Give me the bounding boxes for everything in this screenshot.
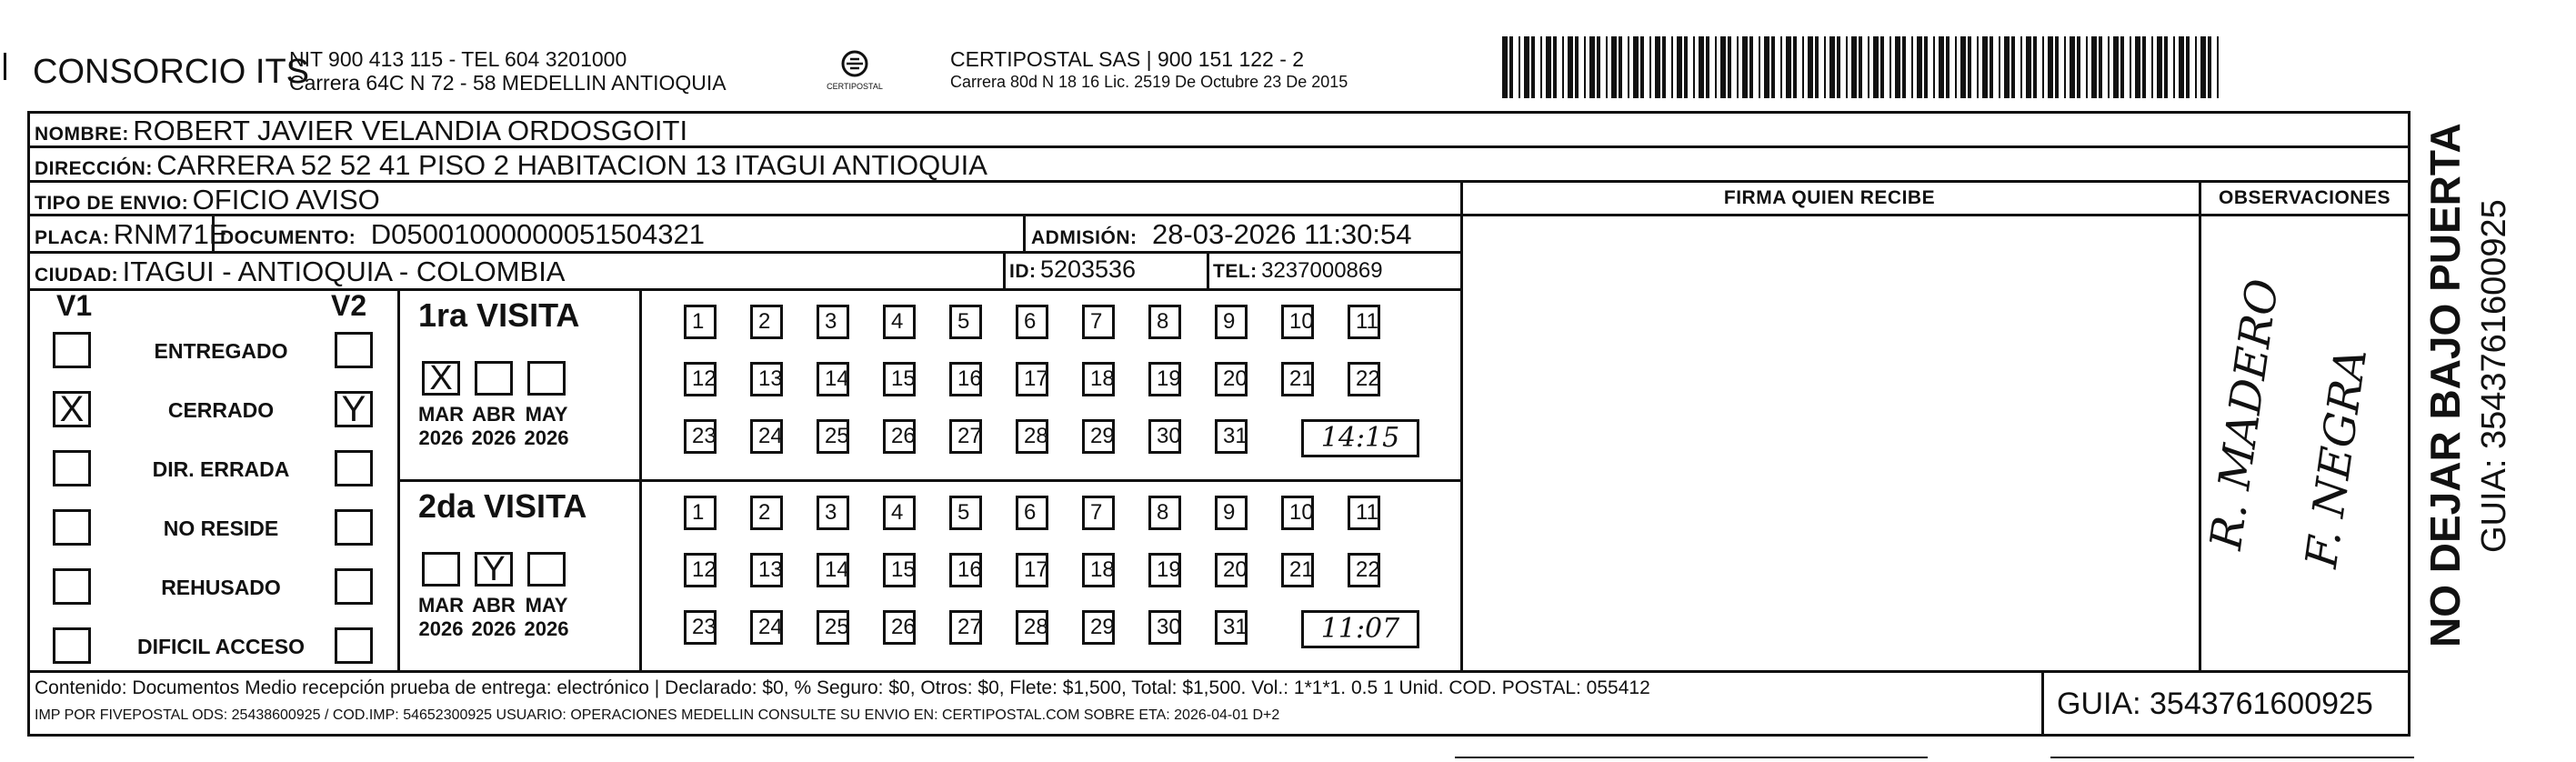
- v2-checkbox[interactable]: [335, 332, 373, 368]
- status-option-label: DIR. ERRADA: [152, 457, 290, 481]
- day-box[interactable]: 10: [1281, 305, 1314, 339]
- barcode-bar: [2200, 36, 2206, 98]
- barcode-bar: [2217, 36, 2219, 98]
- side-guia: GUIA: 3543761600925: [2475, 199, 2513, 553]
- tel-value: 3237000869: [1261, 258, 1383, 283]
- barcode-bar: [1968, 36, 1971, 98]
- barcode-bar: [1519, 36, 1520, 98]
- barcode-bar: [1851, 36, 1857, 98]
- barcode-bar: [1742, 36, 1748, 98]
- barcode: [1502, 36, 2225, 98]
- barcode-bar: [1808, 36, 1813, 98]
- barcode-bar: [1829, 36, 1835, 98]
- barcode-bar: [2026, 36, 2031, 98]
- day-box[interactable]: 17: [1016, 553, 1048, 587]
- barcode-bar: [2164, 36, 2168, 98]
- day-box[interactable]: 22: [1348, 362, 1380, 396]
- barcode-bar: [1619, 36, 1622, 98]
- barcode-bar: [1749, 36, 1753, 98]
- barcode-bar: [1509, 36, 1513, 98]
- day-box[interactable]: 9: [1215, 496, 1248, 530]
- day-box[interactable]: 30: [1148, 419, 1181, 454]
- barcode-bar: [2070, 36, 2075, 98]
- nombre-label: NOMBRE:: [35, 124, 129, 145]
- barcode-bar: [1684, 36, 1688, 98]
- footer-print-info: IMP POR FIVEPOSTAL ODS: 25438600925 / COD.IMP: 54652300925 USUARIO: OPERACIONES MEDELLIN CONSULTE SU ENVIO EN: CERTIPOSTAL.COM SOBRE ETA: 2026-04-01 D+2: [35, 707, 1280, 723]
- day-box[interactable]: 6: [1016, 496, 1048, 530]
- barcode-bar: [1933, 36, 1935, 98]
- day-box[interactable]: 24: [750, 610, 783, 645]
- year-label: 2026: [471, 426, 516, 449]
- day-box[interactable]: 4: [883, 496, 916, 530]
- barcode-bar: [1999, 36, 2000, 98]
- barcode-bar: [2195, 36, 2197, 98]
- month-label: MAY: [525, 403, 568, 426]
- barcode-bar: [1597, 36, 1600, 98]
- day-box[interactable]: 13: [750, 553, 783, 587]
- day-box[interactable]: 11: [1348, 305, 1380, 339]
- month-checkbox[interactable]: Y: [475, 552, 513, 587]
- visit-1-title: 1ra VISITA: [418, 296, 580, 334]
- v2-header: V2: [331, 289, 367, 322]
- barcode-bar: [1677, 36, 1682, 98]
- v2-checkbox[interactable]: [335, 509, 373, 546]
- barcode-bar: [1793, 36, 1797, 98]
- barcode-bar: [1606, 36, 1608, 98]
- barcode-bar: [1640, 36, 1644, 98]
- barcode-bar: [2033, 36, 2037, 98]
- barcode-bar: [2020, 36, 2022, 98]
- barcode-bar: [1990, 36, 1993, 98]
- barcode-bar: [2130, 36, 2131, 98]
- v1-header: V1: [56, 289, 93, 322]
- barcode-bar: [1946, 36, 1950, 98]
- month-label: ABR: [472, 594, 516, 617]
- v1-checkbox[interactable]: X: [53, 391, 91, 427]
- barcode-bar: [1737, 36, 1739, 98]
- barcode-bar: [2091, 36, 2097, 98]
- month-checkbox[interactable]: X: [422, 361, 460, 396]
- v1-checkbox[interactable]: [53, 627, 91, 664]
- day-box[interactable]: 1: [684, 305, 717, 339]
- status-option-label: REHUSADO: [161, 576, 281, 599]
- documento-value: D05001000000051504321: [370, 218, 705, 250]
- barcode-bar: [1502, 36, 1508, 98]
- month-checkbox[interactable]: [527, 361, 566, 396]
- company-address-line: Carrera 64C N 72 - 58 MEDELLIN ANTIOQUIA: [289, 71, 727, 95]
- barcode-bar: [2113, 36, 2119, 98]
- barcode-bar: [2011, 36, 2015, 98]
- v1-checkbox[interactable]: [53, 450, 91, 486]
- barcode-bar: [1715, 36, 1717, 98]
- month-label: MAR: [417, 403, 465, 426]
- status-option-label: DIFICIL ACCESO: [136, 635, 305, 658]
- v2-checkbox[interactable]: [335, 627, 373, 664]
- barcode-bar: [1786, 36, 1791, 98]
- day-box[interactable]: 22: [1348, 553, 1380, 587]
- year-label: 2026: [524, 426, 569, 449]
- barcode-bar: [2077, 36, 2080, 98]
- admision-label: ADMISIÓN:: [1031, 227, 1138, 248]
- barcode-bar: [1611, 36, 1617, 98]
- barcode-bar: [1911, 36, 1913, 98]
- barcode-bar: [1720, 36, 1726, 98]
- barcode-bar: [2108, 36, 2110, 98]
- barcode-bar: [1982, 36, 1988, 98]
- barcode-bar: [1895, 36, 1900, 98]
- company-nit-line: NIT 900 413 115 - TEL 604 3201000: [289, 47, 627, 71]
- status-option-label: ENTREGADO: [154, 339, 288, 363]
- barcode-bar: [1553, 36, 1557, 98]
- day-box[interactable]: 3: [817, 305, 849, 339]
- day-box[interactable]: 25: [817, 419, 849, 454]
- day-box[interactable]: 31: [1215, 419, 1248, 454]
- firma-header: FIRMA QUIEN RECIBE: [1723, 187, 1936, 208]
- barcode-bar: [1575, 36, 1579, 98]
- day-box[interactable]: 19: [1148, 553, 1181, 587]
- direccion-label: DIRECCIÓN:: [35, 158, 153, 179]
- footer-guia: GUIA: 3543761600925: [2057, 687, 2373, 721]
- day-box[interactable]: 10: [1281, 496, 1314, 530]
- v2-checkbox[interactable]: Y: [335, 391, 373, 427]
- barcode-bar: [2086, 36, 2088, 98]
- month-label: ABR: [472, 403, 516, 426]
- logo-caption: CERTIPOSTAL: [827, 82, 883, 91]
- barcode-bar: [2120, 36, 2124, 98]
- barcode-bar: [2099, 36, 2102, 98]
- barcode-bar: [2173, 36, 2175, 98]
- barcode-bar: [1706, 36, 1709, 98]
- visit-time-box[interactable]: 14:15: [1301, 419, 1419, 457]
- day-box[interactable]: 30: [1148, 610, 1181, 645]
- day-box[interactable]: 8: [1148, 305, 1181, 339]
- barcode-bar: [1837, 36, 1840, 98]
- barcode-bar: [1540, 36, 1542, 98]
- ciudad-value: ITAGUI - ANTIOQUIA - COLOMBIA: [122, 256, 566, 287]
- day-box[interactable]: 27: [949, 610, 982, 645]
- day-box[interactable]: 21: [1281, 362, 1314, 396]
- year-label: 2026: [418, 617, 464, 640]
- barcode-bar: [1771, 36, 1775, 98]
- day-box[interactable]: 4: [883, 305, 916, 339]
- day-box[interactable]: 26: [883, 610, 916, 645]
- month-checkbox[interactable]: [527, 552, 566, 587]
- day-box[interactable]: 26: [883, 419, 916, 454]
- documento-label: DOCUMENTO:: [220, 227, 356, 248]
- barcode-bar: [1628, 36, 1629, 98]
- barcode-bar: [1671, 36, 1673, 98]
- barcode-bar: [1531, 36, 1535, 98]
- footer-contents: Contenido: Documentos Medio recepción prueba de entrega: electrónico | Declarado: $0, % Seguro: $0, Otros: $0, Flete: $1,500, Total: $1,500. Vol.: 1*1*1. 0.5 1 Unid. COD. POSTAL: 055412: [35, 677, 1650, 698]
- observaciones-header: OBSERVACIONES: [2219, 187, 2391, 208]
- visit-time-box[interactable]: 11:07: [1301, 610, 1419, 648]
- barcode-bar: [1802, 36, 1804, 98]
- barcode-bar: [1859, 36, 1862, 98]
- courier-address-line: Carrera 80d N 18 16 Lic. 2519 De Octubre 23 De 2015: [950, 73, 1348, 91]
- v1-checkbox[interactable]: [53, 332, 91, 368]
- day-box[interactable]: 17: [1016, 362, 1048, 396]
- barcode-bar: [1589, 36, 1595, 98]
- barcode-bar: [1960, 36, 1966, 98]
- day-box[interactable]: 15: [883, 553, 916, 587]
- tel-label: TEL:: [1213, 261, 1258, 282]
- placa-label: PLACA:: [35, 227, 110, 248]
- direccion-value: CARRERA 52 52 41 PISO 2 HABITACION 13 ITAGUI ANTIOQUIA: [156, 149, 987, 181]
- day-box[interactable]: 1: [684, 496, 717, 530]
- day-box[interactable]: 29: [1082, 610, 1115, 645]
- barcode-bar: [1568, 36, 1573, 98]
- observation-note-1: R. MADERO: [2200, 276, 2290, 553]
- admision-value: 28-03-2026 11:30:54: [1151, 218, 1412, 250]
- day-box[interactable]: 3: [817, 496, 849, 530]
- barcode-bar: [1546, 36, 1551, 98]
- barcode-bar: [2186, 36, 2190, 98]
- ciudad-label: CIUDAD:: [35, 265, 119, 286]
- day-box[interactable]: 8: [1148, 496, 1181, 530]
- day-box[interactable]: 5: [949, 496, 982, 530]
- day-box[interactable]: 11: [1348, 496, 1380, 530]
- barcode-bar: [1728, 36, 1731, 98]
- day-box[interactable]: 18: [1082, 553, 1115, 587]
- barcode-bar: [2064, 36, 2066, 98]
- barcode-bar: [1524, 36, 1529, 98]
- barcode-bar: [1633, 36, 1639, 98]
- barcode-bar: [1699, 36, 1704, 98]
- placa-value: RNM71E: [113, 218, 228, 250]
- v2-checkbox[interactable]: [335, 568, 373, 605]
- barcode-bar: [1917, 36, 1922, 98]
- day-box[interactable]: 24: [750, 419, 783, 454]
- day-box[interactable]: 18: [1082, 362, 1115, 396]
- barcode-bar: [2055, 36, 2059, 98]
- month-label: MAR: [417, 594, 465, 617]
- month-checkbox[interactable]: [422, 552, 460, 587]
- day-box[interactable]: 7: [1082, 305, 1115, 339]
- year-label: 2026: [524, 617, 569, 640]
- day-box[interactable]: 15: [883, 362, 916, 396]
- barcode-bar: [1924, 36, 1928, 98]
- barcode-bar: [2157, 36, 2162, 98]
- barcode-bar: [1584, 36, 1586, 98]
- day-box[interactable]: 14: [817, 362, 849, 396]
- barcode-bar: [1649, 36, 1651, 98]
- barcode-bar: [2142, 36, 2146, 98]
- barcode-bar: [1824, 36, 1826, 98]
- barcode-bar: [1977, 36, 1979, 98]
- day-box[interactable]: 13: [750, 362, 783, 396]
- v1-checkbox[interactable]: [53, 509, 91, 546]
- id-label: ID:: [1009, 261, 1037, 282]
- day-box[interactable]: 5: [949, 305, 982, 339]
- day-box[interactable]: 28: [1016, 610, 1048, 645]
- month-label: MAY: [525, 594, 568, 617]
- barcode-bar: [1880, 36, 1884, 98]
- company-name: CONSORCIO ITS: [33, 53, 310, 91]
- day-box[interactable]: 6: [1016, 305, 1048, 339]
- barcode-bar: [1759, 36, 1760, 98]
- barcode-bar: [2135, 36, 2140, 98]
- day-box[interactable]: 19: [1148, 362, 1181, 396]
- barcode-bar: [2042, 36, 2044, 98]
- barcode-bar: [2048, 36, 2053, 98]
- tipo-envio-label: TIPO DE ENVIO:: [35, 193, 189, 214]
- barcode-bar: [1815, 36, 1819, 98]
- day-box[interactable]: 21: [1281, 553, 1314, 587]
- barcode-bar: [2151, 36, 2153, 98]
- day-box[interactable]: 2: [750, 496, 783, 530]
- day-box[interactable]: 23: [684, 610, 717, 645]
- day-box[interactable]: 25: [817, 610, 849, 645]
- barcode-bar: [1939, 36, 1944, 98]
- day-box[interactable]: 7: [1082, 496, 1115, 530]
- barcode-bar: [1562, 36, 1564, 98]
- barcode-bar: [2208, 36, 2211, 98]
- barcode-bar: [2004, 36, 2010, 98]
- barcode-bar: [1889, 36, 1891, 98]
- barcode-bar: [1902, 36, 1906, 98]
- day-box[interactable]: 23: [684, 419, 717, 454]
- barcode-bar: [2179, 36, 2184, 98]
- day-box[interactable]: 12: [684, 362, 717, 396]
- day-box[interactable]: 12: [684, 553, 717, 587]
- day-box[interactable]: 28: [1016, 419, 1048, 454]
- courier-name-line: CERTIPOSTAL SAS | 900 151 122 - 2: [950, 47, 1305, 71]
- barcode-bar: [1693, 36, 1695, 98]
- barcode-bar: [1955, 36, 1957, 98]
- nombre-value: ROBERT JAVIER VELANDIA ORDOSGOITI: [133, 115, 688, 146]
- day-box[interactable]: 31: [1215, 610, 1248, 645]
- day-box[interactable]: 16: [949, 553, 982, 587]
- day-box[interactable]: 9: [1215, 305, 1248, 339]
- side-warning: NO DEJAR BAJO PUERTA: [2421, 123, 2469, 647]
- barcode-bar: [1868, 36, 1869, 98]
- status-option-label: NO RESIDE: [163, 516, 279, 540]
- day-box[interactable]: 2: [750, 305, 783, 339]
- barcode-bar: [1873, 36, 1879, 98]
- observation-note-2: F. NEGRA: [2296, 345, 2378, 571]
- barcode-bar: [1764, 36, 1769, 98]
- year-label: 2026: [418, 426, 464, 449]
- visit-2-title: 2da VISITA: [418, 487, 587, 525]
- day-box[interactable]: 16: [949, 362, 982, 396]
- v1-checkbox[interactable]: [53, 568, 91, 605]
- tipo-envio-value: OFICIO AVISO: [192, 184, 380, 216]
- status-option-label: CERRADO: [167, 398, 275, 422]
- day-box[interactable]: 20: [1215, 362, 1248, 396]
- day-box[interactable]: 29: [1082, 419, 1115, 454]
- day-box[interactable]: 20: [1215, 553, 1248, 587]
- month-checkbox[interactable]: [475, 361, 513, 396]
- barcode-bar: [1662, 36, 1666, 98]
- barcode-bar: [1846, 36, 1848, 98]
- v2-checkbox[interactable]: [335, 450, 373, 486]
- barcode-bar: [1655, 36, 1660, 98]
- day-box[interactable]: 27: [949, 419, 982, 454]
- id-value: 5203536: [1039, 256, 1137, 283]
- day-box[interactable]: 14: [817, 553, 849, 587]
- barcode-bar: [1780, 36, 1782, 98]
- year-label: 2026: [471, 617, 516, 640]
